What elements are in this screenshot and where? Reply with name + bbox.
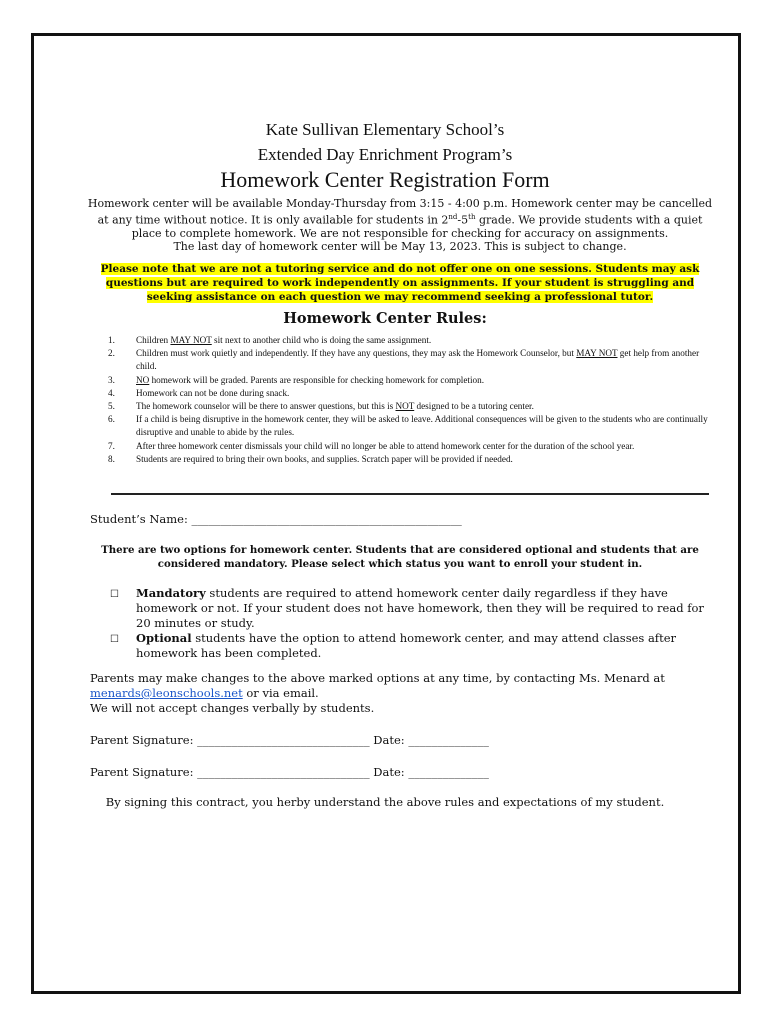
program-name: Extended Day Enrichment Program’s: [257, 145, 513, 164]
changes-paragraph: [90, 671, 710, 716]
parent-signature-line-2[interactable]: [90, 765, 489, 779]
mandatory-text: Mandatory students are required to attend homework center daily regardless if they have homework or not. If your student does not have homework, then they will be required to read for 20 minutes or study.: [136, 586, 704, 630]
rule-item: [108, 374, 708, 387]
rule-item: [108, 400, 708, 413]
signature-blank[interactable]: ______________________________: [197, 733, 370, 747]
date-blank[interactable]: ______________: [408, 733, 489, 747]
mandatory-checkbox[interactable]: ☐: [110, 589, 119, 600]
intro-text-b: -5: [457, 213, 469, 227]
rule-text: The homework counselor will be there to answer questions, but this is NOT designed to be a tutoring center.: [136, 401, 534, 412]
rules-list: [108, 334, 708, 466]
rule-number: 8.: [108, 453, 115, 464]
changes-line1: Parents may make changes to the above marked options at any time, by contacting Ms. Menard at: [90, 671, 665, 685]
rule-item: [108, 413, 708, 439]
rule-text: If a child is being disruptive in the homework center, they will be asked to leave. Additional consequences will be given to the students who are continually disruptive and unable to abide by the rules.: [136, 414, 708, 438]
date-label: Date:: [369, 733, 409, 747]
form-title: Homework Center Registration Form: [220, 167, 550, 192]
rule-number: 2.: [108, 348, 115, 359]
student-name-blank[interactable]: _______________________________________________: [191, 512, 462, 526]
tutoring-notice: [92, 262, 708, 304]
optional-text: Optional students have the option to attend homework center, and may attend classes after homework has been completed.: [136, 631, 676, 660]
rule-text: Children MAY NOT sit next to another child who is doing the same assignment.: [136, 335, 432, 345]
last-day-text: The last day of homework center will be May 13, 2023. This is subject to change.: [173, 240, 627, 254]
rule-text: Homework can not be done during snack.: [136, 387, 290, 398]
intro-paragraph: [85, 197, 715, 254]
rules-heading: Homework Center Rules:: [283, 310, 487, 327]
optional-checkbox[interactable]: ☐: [110, 634, 119, 645]
intro-text-c: grade. We provide students with a quiet place to complete homework. We are not responsible for checking for accuracy on assignments.: [131, 213, 703, 240]
closing-statement: By signing this contract, you herby understand the above rules and expectations of my student.: [105, 795, 665, 809]
option-optional: [110, 631, 710, 661]
rule-text: NO homework will be graded. Parents are responsible for checking homework for completion.: [136, 374, 485, 385]
changes-line3: We will not accept changes verbally by students.: [90, 701, 375, 715]
date-label: Date:: [369, 765, 409, 779]
section-divider: [111, 493, 709, 495]
rule-item: [108, 440, 708, 453]
changes-after-email: or via email.: [242, 686, 319, 700]
rule-number: 1.: [108, 335, 115, 345]
signature-label: Parent Signature:: [90, 765, 198, 779]
rule-item: [108, 453, 708, 466]
rule-number: 4.: [108, 387, 115, 398]
date-blank[interactable]: ______________: [408, 765, 489, 779]
signature-label: Parent Signature:: [90, 733, 198, 747]
options-instructions: There are two options for homework center. Students that are considered optional and students that are considered mandatory. Please select which status you want to enroll your student in.: [101, 544, 699, 570]
intro-sup-nd: nd: [448, 212, 458, 221]
rule-text: Students are required to bring their own books, and supplies. Scratch paper will be provided if needed.: [136, 453, 513, 464]
contact-email-link[interactable]: menards@leonschools.net: [90, 686, 243, 700]
rule-number: 7.: [108, 440, 115, 451]
rule-item: [108, 347, 708, 373]
student-name-label: Student’s Name:: [90, 512, 192, 526]
intro-sup-th: th: [468, 212, 476, 221]
rule-item: [108, 387, 708, 400]
rule-number: 3.: [108, 374, 115, 385]
signature-blank[interactable]: ______________________________: [197, 765, 370, 779]
enrollment-options: [110, 586, 710, 661]
rule-item: [108, 334, 708, 347]
rule-number: 6.: [108, 414, 115, 425]
rule-text: After three homework center dismissals your child will no longer be able to attend homework center for the duration of the school year.: [136, 440, 635, 451]
rule-text: Children must work quietly and independently. If they have any questions, they may ask the Homework Counselor, but MAY NOT get help from another child.: [136, 348, 700, 372]
student-name-field[interactable]: [90, 512, 462, 526]
option-mandatory: [110, 586, 710, 631]
tutoring-notice-text: Please note that we are not a tutoring service and do not offer one on one sessions. Students may ask questions but are required to work independently on assignments. If your student is struggling and seeking assistance on each question we may recommend seeking a professional tutor.: [100, 263, 700, 303]
rule-number: 5.: [108, 401, 115, 412]
school-name: Kate Sullivan Elementary School’s: [265, 120, 505, 139]
parent-signature-line-1[interactable]: [90, 733, 489, 747]
intro-text-a: Homework center will be available Monday-Thursday from 3:15 - 4:00 p.m. Homework center may be cancelled at any time without notice. It is only available for students in 2: [87, 197, 713, 227]
